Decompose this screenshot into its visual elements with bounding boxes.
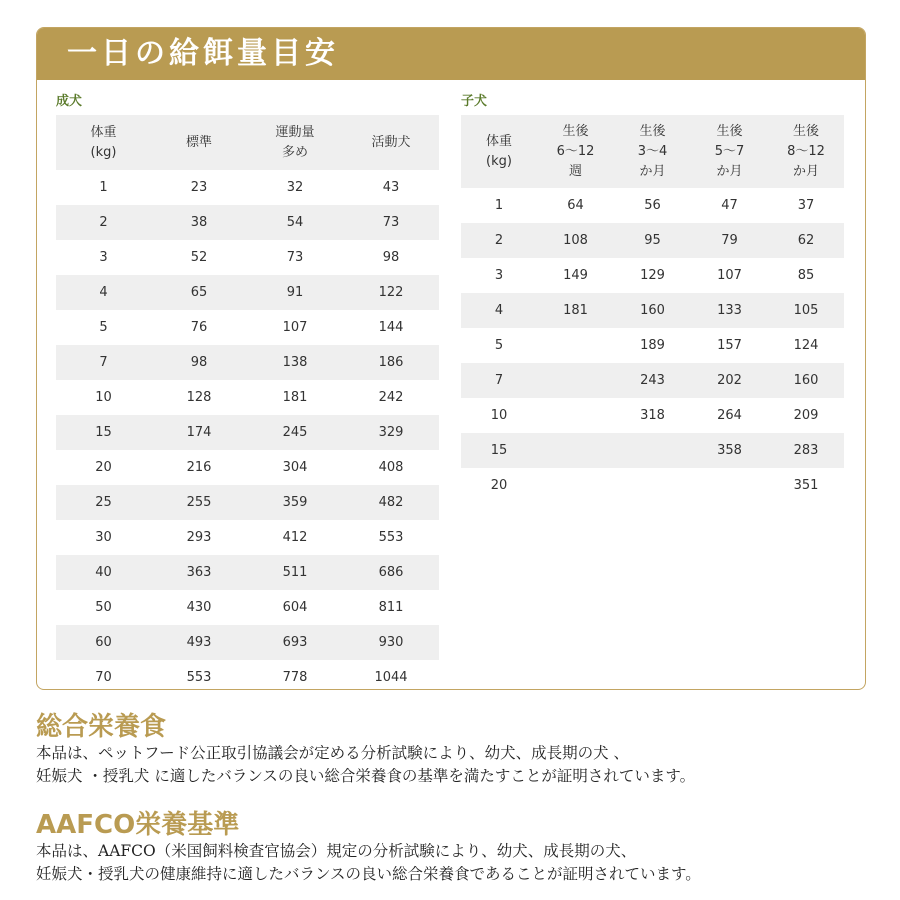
weight-cell: 10 [95, 390, 112, 405]
amount-cell: 351 [793, 478, 819, 493]
column-header-line: 生後 [716, 123, 743, 139]
amount-cell: 64 [567, 198, 584, 213]
column-header-line: 生後 [562, 123, 589, 139]
amount-cell: 686 [378, 565, 404, 580]
amount-cell: 85 [797, 268, 815, 283]
column-header-line: 体重 [485, 133, 512, 149]
nutrition-title: 総合栄養食 [36, 712, 167, 742]
table-header-row [56, 115, 439, 170]
amount-cell: 160 [640, 303, 665, 318]
amount-cell: 255 [186, 495, 212, 510]
amount-cell: 283 [793, 443, 819, 458]
table-row [461, 398, 844, 433]
amount-cell: 358 [717, 443, 742, 458]
amount-cell: 693 [282, 635, 308, 650]
weight-cell: 15 [490, 443, 508, 458]
aafco-description [36, 840, 876, 886]
column-header-line: 活動犬 [371, 134, 411, 150]
weight-cell: 3 [99, 250, 108, 265]
column-header-line: か月 [639, 163, 666, 179]
puppy-feeding-table [461, 115, 844, 503]
amount-cell: 47 [721, 198, 738, 213]
table-row [56, 660, 439, 690]
amount-cell: 129 [640, 268, 665, 283]
amount-cell: 264 [717, 408, 742, 423]
column-header [537, 115, 614, 188]
adult-feeding-table [56, 115, 439, 690]
aafco-line: 本品は、AAFCO（米国飼料検査官協会）規定の分析試験により、幼犬、成長期の犬、 [36, 842, 637, 860]
amount-cell: 359 [282, 495, 308, 510]
amount-cell: 181 [563, 303, 588, 318]
column-header-line: 生後 [792, 123, 819, 139]
column-header [343, 115, 439, 170]
amount-cell [614, 468, 691, 503]
column-header [151, 115, 247, 170]
column-header-line: 5〜7 [714, 143, 745, 159]
amount-cell: 124 [793, 338, 819, 353]
table-row [56, 415, 439, 450]
weight-cell: 1 [99, 180, 108, 195]
amount-cell: 553 [378, 530, 404, 545]
adult-section-label: 成犬 [56, 94, 83, 109]
weight-cell: 20 [490, 478, 508, 493]
table-row [56, 310, 439, 345]
amount-cell: 108 [563, 233, 588, 248]
table-row [461, 433, 844, 468]
column-header-line: 6〜12 [556, 143, 595, 159]
weight-cell: 1 [494, 198, 504, 213]
table-row [56, 170, 439, 205]
amount-cell: 216 [186, 460, 212, 475]
amount-cell: 430 [186, 600, 212, 615]
amount-cell [691, 468, 768, 503]
weight-cell: 50 [95, 600, 112, 615]
table-row [56, 450, 439, 485]
column-header-line: 標準 [185, 134, 212, 150]
amount-cell: 604 [282, 600, 308, 615]
weight-cell: 4 [494, 303, 504, 318]
column-header-line: 8〜12 [787, 143, 825, 159]
aafco-title: AAFCO栄養基準 [36, 810, 240, 840]
table-row [461, 363, 844, 398]
amount-cell: 174 [186, 425, 212, 440]
column-header-line: (kg) [90, 144, 117, 160]
amount-cell: 1044 [374, 670, 408, 685]
amount-cell: 149 [563, 268, 588, 283]
weight-cell: 7 [99, 355, 108, 370]
amount-cell: 43 [382, 180, 400, 195]
weight-cell: 3 [494, 268, 504, 283]
weight-cell: 2 [494, 233, 504, 248]
amount-cell: 811 [378, 600, 404, 615]
table-row [461, 328, 844, 363]
weight-cell: 20 [95, 460, 112, 475]
weight-cell: 4 [99, 285, 108, 300]
amount-cell: 98 [382, 250, 400, 265]
weight-cell: 10 [490, 408, 508, 423]
amount-cell: 98 [190, 355, 208, 370]
amount-cell: 32 [286, 180, 304, 195]
amount-cell: 160 [793, 373, 819, 388]
column-header-line: 多め [281, 144, 308, 160]
weight-cell: 25 [95, 495, 112, 510]
amount-cell: 209 [793, 408, 819, 423]
amount-cell [537, 468, 614, 503]
amount-cell: 412 [282, 530, 308, 545]
panel-title: 一日の給餌量目安 [37, 28, 865, 80]
amount-cell: 930 [378, 635, 404, 650]
table-row [461, 223, 844, 258]
table-row [56, 240, 439, 275]
column-header [691, 115, 768, 188]
amount-cell: 122 [378, 285, 404, 300]
weight-cell: 60 [95, 635, 112, 650]
column-header-line: 体重 [90, 124, 117, 140]
amount-cell: 76 [190, 320, 208, 335]
amount-cell: 778 [282, 670, 308, 685]
table-row [56, 205, 439, 240]
amount-cell: 553 [186, 670, 212, 685]
amount-cell [537, 328, 614, 363]
amount-cell: 133 [717, 303, 742, 318]
amount-cell [537, 433, 614, 468]
table-row [56, 590, 439, 625]
table-row [56, 485, 439, 520]
amount-cell: 408 [378, 460, 404, 475]
amount-cell: 52 [190, 250, 208, 265]
table-row [461, 293, 844, 328]
table-row [461, 468, 844, 503]
amount-cell: 37 [797, 198, 815, 213]
column-header-line: 週 [568, 163, 582, 179]
table-row [56, 625, 439, 660]
amount-cell: 511 [282, 565, 308, 580]
table-row [56, 520, 439, 555]
amount-cell: 243 [640, 373, 665, 388]
amount-cell: 56 [644, 198, 661, 213]
amount-cell: 293 [186, 530, 212, 545]
amount-cell: 79 [721, 233, 738, 248]
column-header-line: 3〜4 [637, 143, 668, 159]
amount-cell: 95 [644, 233, 661, 248]
feeding-guide-panel [36, 27, 866, 690]
amount-cell: 128 [186, 390, 212, 405]
amount-cell: 91 [286, 285, 304, 300]
nutrition-description [36, 742, 876, 788]
amount-cell: 54 [286, 215, 304, 230]
table-row [461, 188, 844, 223]
amount-cell: 107 [282, 320, 308, 335]
amount-cell: 157 [717, 338, 742, 353]
amount-cell: 482 [378, 495, 404, 510]
nutrition-line: 本品は、ペットフード公正取引協議会が定める分析試験により、幼犬、成長期の犬 、 [36, 744, 629, 762]
amount-cell: 304 [282, 460, 308, 475]
amount-cell: 107 [717, 268, 742, 283]
table-row [56, 275, 439, 310]
column-header-line: 生後 [639, 123, 666, 139]
amount-cell: 138 [282, 355, 308, 370]
amount-cell: 493 [186, 635, 212, 650]
weight-cell: 7 [494, 373, 504, 388]
amount-cell: 62 [797, 233, 815, 248]
column-header-line: 運動量 [275, 124, 315, 140]
weight-cell: 5 [494, 338, 504, 353]
amount-cell: 38 [190, 215, 208, 230]
amount-cell: 242 [378, 390, 404, 405]
amount-cell: 189 [640, 338, 665, 353]
amount-cell: 318 [640, 408, 665, 423]
amount-cell: 65 [190, 285, 208, 300]
table-row [56, 345, 439, 380]
amount-cell: 363 [186, 565, 212, 580]
amount-cell [537, 363, 614, 398]
column-header [461, 115, 537, 188]
amount-cell: 23 [190, 180, 208, 195]
column-header-line: か月 [716, 163, 743, 179]
aafco-line: 妊娠犬・授乳犬の健康維持に適したバランスの良い総合栄養食であることが証明されています。 [36, 865, 701, 883]
weight-cell: 5 [99, 320, 108, 335]
amount-cell: 245 [282, 425, 308, 440]
puppy-section-label: 子犬 [461, 94, 488, 109]
column-header-line: (kg) [486, 153, 512, 169]
weight-cell: 2 [99, 215, 108, 230]
amount-cell: 329 [378, 425, 404, 440]
amount-cell: 73 [286, 250, 304, 265]
amount-cell [537, 398, 614, 433]
table-row [56, 380, 439, 415]
weight-cell: 30 [95, 530, 112, 545]
amount-cell: 144 [378, 320, 404, 335]
weight-cell: 15 [95, 425, 112, 440]
amount-cell [614, 433, 691, 468]
column-header [247, 115, 343, 170]
amount-cell: 181 [282, 390, 308, 405]
weight-cell: 70 [95, 670, 112, 685]
nutrition-line: 妊娠犬 ・授乳犬 に適したバランスの良い総合栄養食の基準を満たすことが証明されています。 [36, 767, 696, 785]
amount-cell: 73 [382, 215, 400, 230]
amount-cell: 186 [378, 355, 404, 370]
column-header-line: か月 [792, 163, 819, 179]
amount-cell: 202 [717, 373, 742, 388]
column-header [614, 115, 691, 188]
table-row [461, 258, 844, 293]
weight-cell: 40 [95, 565, 112, 580]
column-header [768, 115, 844, 188]
table-header-row [461, 115, 844, 188]
table-row [56, 555, 439, 590]
column-header [56, 115, 151, 170]
amount-cell: 105 [793, 303, 819, 318]
